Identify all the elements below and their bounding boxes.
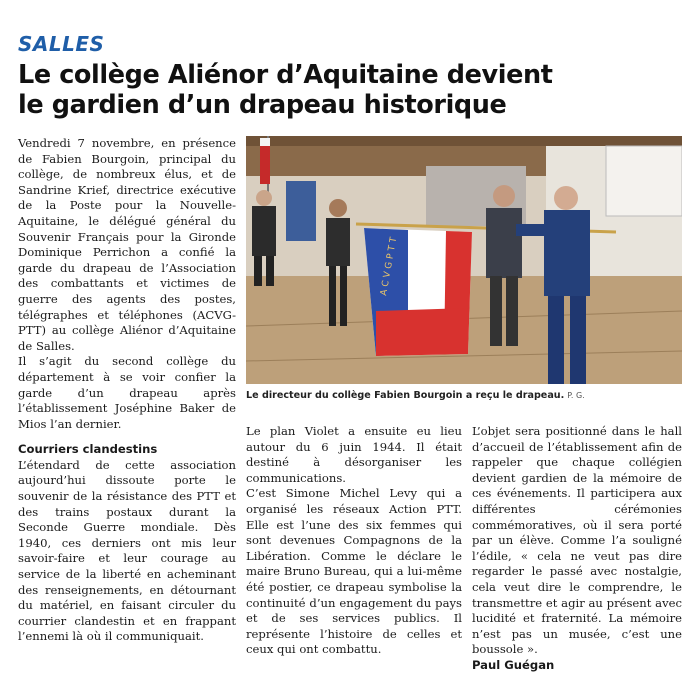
flag-text: A C V G P T T: [379, 236, 400, 297]
paragraph-plan-violet: Le plan Violet a ensuite eu lieu autour du 6 juin 1944. Il était destiné à désorganiser les communications.: [246, 424, 462, 485]
paragraph-intro: Vendredi 7 novembre, en présence de Fabien Bourgoin, principal du collège, de nombreux élus, et de Sandrine Krief, directrice exécutive de la Poste pour la Nouvelle-Aquitaine, le délégué général du Souvenir Français pour la Gironde Dominique Perrichon a confié la garde du drapeau de l’Association des combattants et victimes de guerre des agents des postes, télégraphes et téléphones (ACVG-PTT) au collège Aliénor d’Aquitaine de Salles.: [18, 136, 236, 353]
paragraph-memory: L’objet sera positionné dans le hall d’accueil de l’établissement afin de rappeler que chaque collégien devient gardien de la mémoire de ces événements. Il participera aux différentes cérémonies commémoratives, où il sera porté par un élève. Comme l’a souligné l’édile, « cela ne veut pas dire regarder le passé avec nostalgie, cela veut dire le comprendre, le transmettre et agir au présent avec lucidité et fraternité. La mémoire n’est pas un musée, c’est une boussole ».: [472, 424, 682, 657]
headline-line-2: le gardien d’un drapeau historique: [18, 90, 507, 120]
subheading: Courriers clandestins: [18, 442, 158, 457]
article-photo: [246, 136, 682, 384]
section-kicker: SALLES: [18, 32, 105, 56]
photo-credit: P. G.: [567, 391, 585, 400]
article-author: Paul Guégan: [472, 657, 555, 672]
paragraph-simone: C’est Simone Michel Levy qui a organisé les réseaux Action PTT. Elle est l’une des six femmes qui sont devenues Compagnons de la Libération. Comme le déclare le maire Bruno Bureau, qui a lui-même été postier, ce drapeau symbolise la continuité d’un engagement du pays et de ses services publics. Il représente l’histoire de celles et ceux qui ont combattu.: [246, 486, 462, 657]
article-headline: [18, 60, 688, 120]
photo-caption: [246, 390, 682, 401]
paragraph-history: L’étendard de cette association aujourd’hui dissoute porte le souvenir de la résistance des PTT et des trains postaux durant la Seconde Guerre mondiale. Dès 1940, ces derniers ont mis leur savoir-faire et leur courage au service de la liberté en acheminant des renseignements, en détournant du matériel, en faisant circuler du courrier clandestin et en frappant l’ennemi là où il communiquait.: [18, 457, 236, 644]
caption-text: Le directeur du collège Fabien Bourgoin a reçu le drapeau.: [246, 390, 565, 401]
paragraph-second-college: Il s’agit du second collège du département à se voir confier la garde d’un drapeau après l’établissement Joséphine Baker de Mios l’an dernier.: [18, 354, 236, 431]
ceremony-photo-illustration: [246, 136, 682, 384]
article-column-2: [246, 424, 462, 658]
article-column-3: [472, 424, 682, 674]
headline-line-1: Le collège Aliénor d’Aquitaine devient: [18, 60, 553, 90]
article-column-1: [18, 136, 236, 645]
